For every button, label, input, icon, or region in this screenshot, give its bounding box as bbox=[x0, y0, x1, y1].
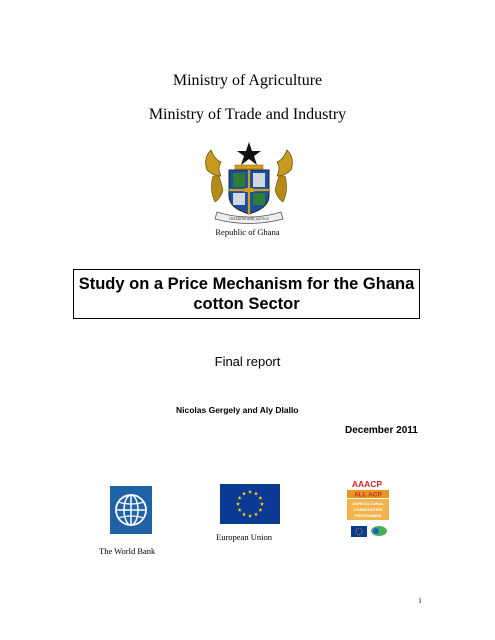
aaacp-line-1: ALL ACP bbox=[354, 491, 382, 499]
authors: Nicolas Gergely and Aly DIallo bbox=[176, 405, 299, 415]
ministry-trade-industry: Ministry of Trade and Industry bbox=[148, 106, 347, 123]
aaacp-line-3: COMMODITIES bbox=[353, 507, 383, 512]
coat-of-arms-motto: FREEDOM AND JUSTICE bbox=[229, 217, 269, 221]
document-title bbox=[74, 274, 419, 314]
report-type: Final report bbox=[214, 354, 281, 369]
ministry-agriculture: Ministry of Agriculture bbox=[172, 72, 323, 89]
aaacp-eu-mini-flag-icon bbox=[351, 526, 367, 537]
title-line-1: Study on a Price Mechanism for the Ghana bbox=[78, 275, 415, 293]
aaacp-line-4: PROGRAMME bbox=[354, 513, 382, 518]
aaacp-line-2: AGRICULTURAL bbox=[352, 501, 384, 506]
eu-flag-icon bbox=[220, 484, 280, 524]
title-box bbox=[73, 269, 420, 319]
eu-caption: European Union bbox=[216, 532, 272, 542]
report-date: December 2011 bbox=[345, 425, 418, 436]
world-bank-caption: The World Bank bbox=[99, 546, 156, 556]
page-number: i bbox=[419, 596, 422, 605]
world-bank-logo-icon bbox=[110, 486, 152, 534]
ghana-coat-of-arms-icon bbox=[199, 140, 299, 226]
aaacp-title: AAACP bbox=[351, 479, 383, 489]
aaacp-logo-icon bbox=[345, 477, 413, 542]
title-line-2: cotton Sector bbox=[193, 295, 300, 313]
republic-of-ghana-caption: Republic of Ghana bbox=[215, 227, 280, 237]
